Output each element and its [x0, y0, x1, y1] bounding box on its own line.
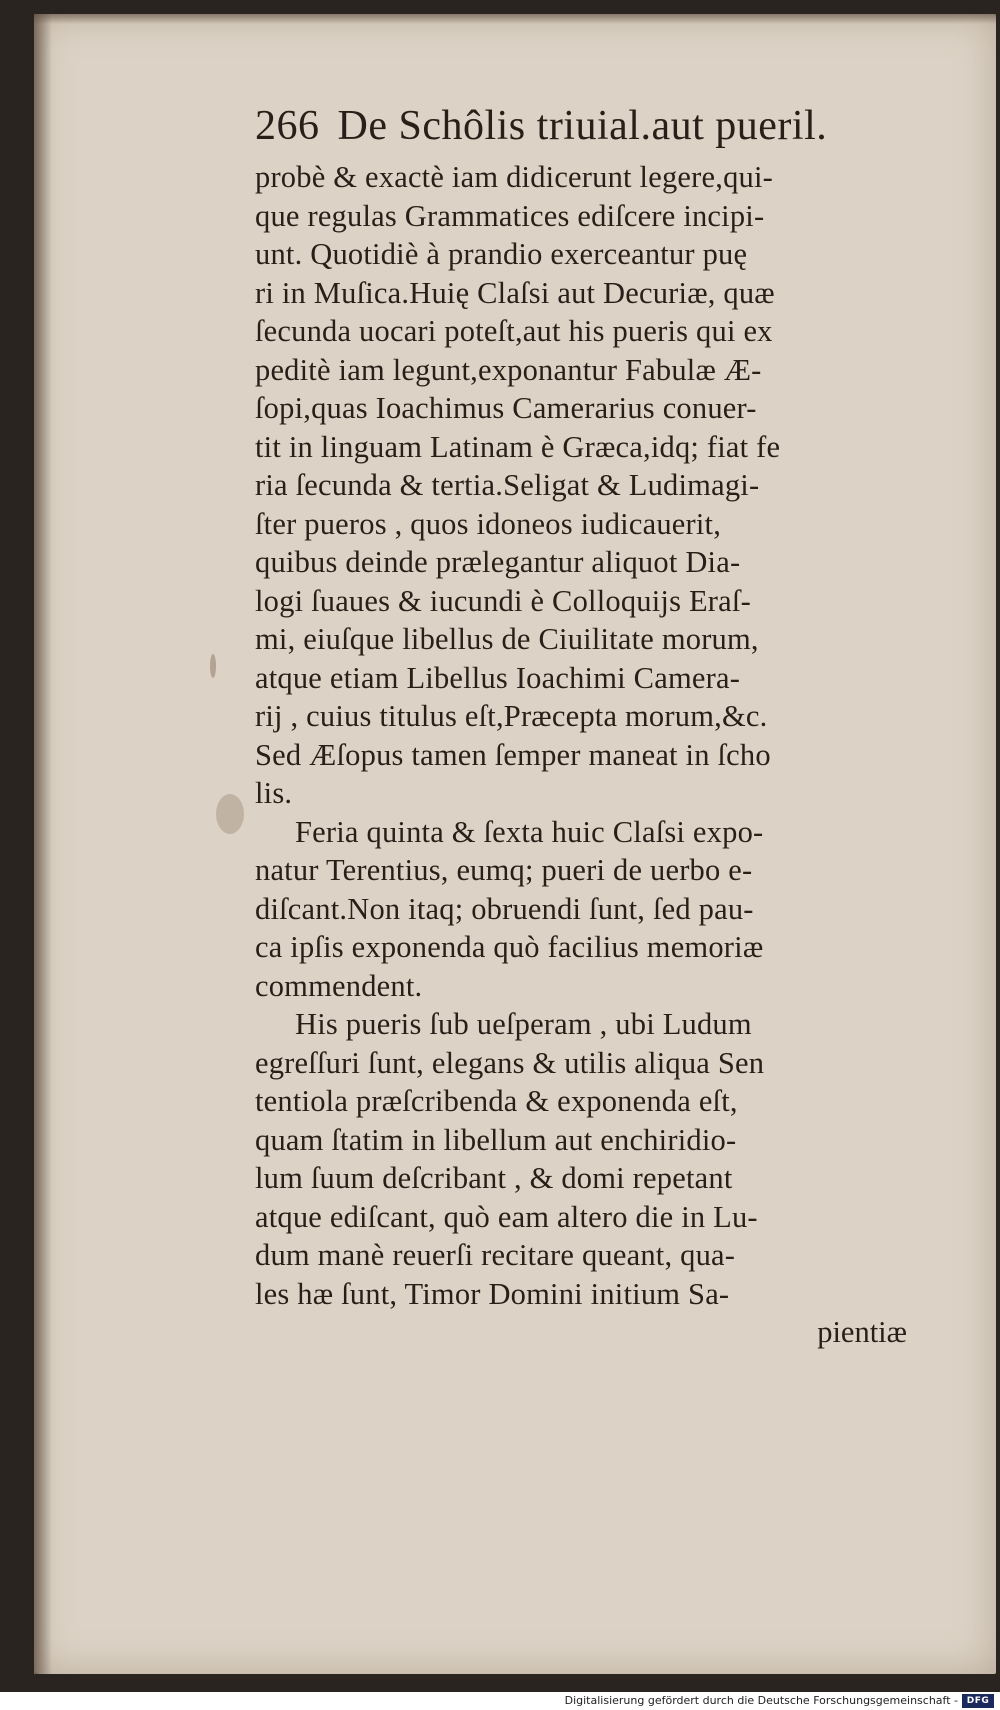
- text-line: ria ſecunda & tertia.Seligat & Ludimagi-: [255, 468, 760, 502]
- body-text: [255, 158, 955, 1313]
- text-line: Sed Æſopus tamen ſemper maneat in ſcho: [255, 737, 771, 772]
- text-line: mi, eiuſque libellus de Ciuilitate morum,: [255, 622, 759, 656]
- paragraph: [255, 813, 955, 1006]
- text-line: natur Terentius, eumq; pueri de uerbo e-: [255, 853, 753, 887]
- text-line: quam ſtatim in libellum aut enchiridio-: [255, 1122, 737, 1157]
- paragraph: [255, 1005, 955, 1313]
- text-line: commendent.: [255, 968, 423, 1003]
- text-line: probè & exactè iam didicerunt legere,qui-: [255, 160, 774, 194]
- text-line: ſter pueros , quos idoneos iudicauerit,: [255, 506, 722, 541]
- text-line: rij , cuius titulus eſt,Præcepta morum,&c.: [255, 699, 768, 733]
- text-line: diſcant.Non itaq; obruendi ſunt, ſed pau-: [255, 891, 754, 926]
- text-line: ri in Muſica.Huię Claſsi aut Decuriæ, quæ: [255, 275, 775, 310]
- text-line: que regulas Grammatices ediſcere incipi-: [255, 198, 765, 233]
- paper-mark: [210, 654, 216, 678]
- text-line: les hæ ſunt, Timor Domini initium Sa-: [255, 1276, 730, 1311]
- text-line: atque ediſcant, quò eam altero die in Lu-: [255, 1199, 758, 1234]
- text-line: tit in linguam Latinam è Græca,idq; fiat fe: [255, 429, 781, 464]
- text-line: tentiola præſcribenda & exponenda eſt,: [255, 1084, 738, 1118]
- text-line: ſecunda uocari poteſt,aut his pueris qui ex: [255, 314, 773, 348]
- text-line: quibus deinde prælegantur aliquot Dia-: [255, 545, 741, 579]
- text-line: logi ſuaues & iucundi è Colloquijs Eraſ-: [255, 583, 751, 618]
- text-line: lis.: [255, 776, 293, 810]
- catchword: pientiæ: [817, 1315, 907, 1349]
- ink-blot: [216, 794, 244, 834]
- text-line: His pueris ſub ueſperam , ubi Ludum: [295, 1007, 752, 1041]
- text-line: unt. Quotidiè à prandio exerceantur puę: [255, 237, 748, 271]
- text-line: ſopi,quas Ioachimus Camerarius conuer-: [255, 391, 757, 425]
- dfg-logo: DFG: [962, 1694, 994, 1708]
- running-head-title: De Schôlis triuial.aut pueril.: [337, 103, 828, 149]
- running-head: [255, 98, 955, 154]
- digitization-credit: Digitalisierung gefördert durch die Deutsche Forschungsgemeinschaft -: [564, 1694, 958, 1707]
- text-line: dum manè reuerſi recitare queant, qua-: [255, 1238, 736, 1272]
- text-line: peditè iam legunt,exponantur Fabulæ Æ-: [255, 352, 762, 387]
- page-number: 266: [255, 103, 320, 149]
- page-text-block: [255, 98, 955, 1352]
- text-line: Feria quinta & ſexta huic Claſsi expo-: [295, 814, 764, 849]
- text-line: atque etiam Libellus Ioachimi Camera-: [255, 660, 741, 695]
- text-line: egreſſuri ſunt, elegans & utilis aliqua Sen: [255, 1045, 765, 1080]
- paragraph: [255, 158, 955, 813]
- text-line: lum ſuum deſcribant , & domi repetant: [255, 1161, 733, 1195]
- text-line: ca ipſis exponenda quò facilius memoriæ: [255, 930, 764, 964]
